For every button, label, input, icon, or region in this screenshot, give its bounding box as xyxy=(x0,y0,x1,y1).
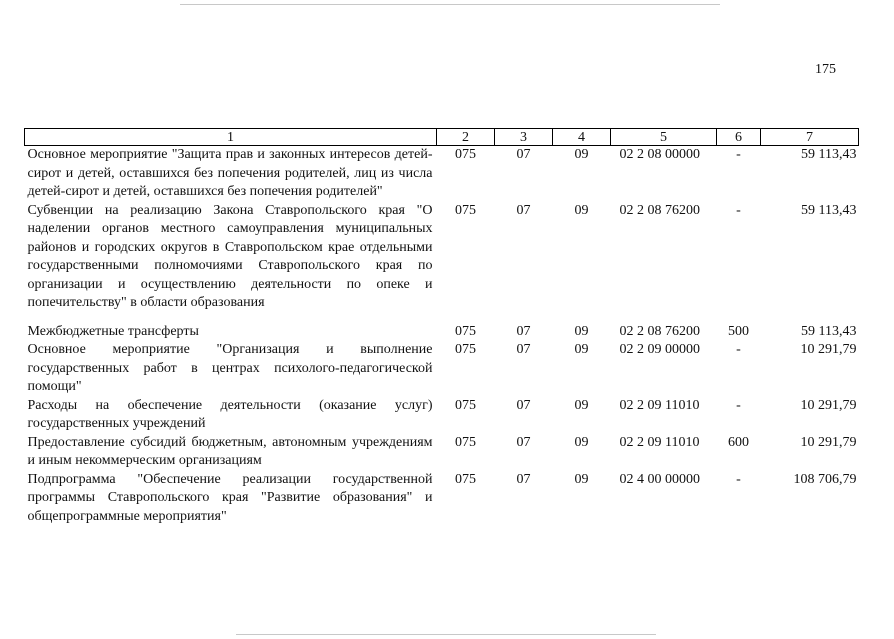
target-article-cell: 02 2 09 11010 xyxy=(619,434,700,450)
amount-cell: 59 113,43 xyxy=(801,147,857,162)
column-header: 5 xyxy=(611,129,717,146)
amount-cell: 10 291,79 xyxy=(800,397,857,413)
expense-type-cell: - xyxy=(736,342,741,357)
target-article-cell: 02 2 08 00000 xyxy=(619,147,700,162)
section-code-cell: 07 xyxy=(516,147,531,162)
expense-name-cell: Субвенции на реализацию Закона Ставропольского края "О наделении органов местного самоуправления муниципальных районов и городских округов в Ставропольском крае отдельными государственными полномочиями Ставропольского края по организации и осуществлению деятельности по опеке и попечительству" в области образования xyxy=(27,202,433,310)
subsection-code-cell: 09 xyxy=(574,471,589,487)
subsection-code-cell: 09 xyxy=(574,202,589,218)
expense-type-cell: - xyxy=(736,471,741,487)
scan-artifact-bottom xyxy=(236,634,656,635)
column-header: 1 xyxy=(25,129,437,146)
target-article-cell: 02 4 00 00000 xyxy=(619,471,700,487)
table-row xyxy=(25,471,859,527)
table-row xyxy=(25,146,859,202)
ministry-code-cell: 075 xyxy=(455,323,476,339)
expense-type-cell: - xyxy=(736,147,741,162)
expense-name-cell: Подпрограмма "Обеспечение реализации государственной программы Ставропольского края "Развитие образования" и общепрограммные мероприятия" xyxy=(27,471,433,524)
target-article-cell: 02 2 08 76200 xyxy=(619,202,700,218)
table-row xyxy=(25,341,859,397)
budget-table xyxy=(24,128,859,526)
column-header: 3 xyxy=(495,129,553,146)
section-code-cell: 07 xyxy=(516,323,531,339)
expense-type-cell: 500 xyxy=(728,323,749,339)
expense-name-cell: Предоставление субсидий бюджетным, автономным учреждениям и иным некоммерческим организациям xyxy=(27,434,433,468)
target-article-cell: 02 2 09 11010 xyxy=(619,397,700,413)
target-article-cell: 02 2 09 00000 xyxy=(619,342,700,357)
scan-artifact-top xyxy=(180,4,720,5)
ministry-code-cell: 075 xyxy=(455,397,476,413)
expense-name-cell: Основное мероприятие "Защита прав и законных интересов детей-сирот и детей, оставшихся без попечения родителей, лиц из числа детей-сирот и детей, оставшихся без попечения родителей" xyxy=(27,147,433,199)
amount-cell: 108 706,79 xyxy=(793,471,857,487)
subsection-code-cell: 09 xyxy=(574,342,589,357)
table-row xyxy=(25,397,859,434)
amount-cell: 10 291,79 xyxy=(800,342,857,357)
subsection-code-cell: 09 xyxy=(574,147,589,162)
ministry-code-cell: 075 xyxy=(455,471,476,487)
amount-cell: 59 113,43 xyxy=(801,202,857,218)
expense-type-cell: - xyxy=(736,202,741,218)
table-row xyxy=(25,434,859,471)
column-header: 4 xyxy=(553,129,611,146)
column-header: 2 xyxy=(437,129,495,146)
subsection-code-cell: 09 xyxy=(574,397,589,413)
ministry-code-cell: 075 xyxy=(455,147,476,162)
section-code-cell: 07 xyxy=(516,434,531,450)
column-number-row xyxy=(25,129,859,146)
ministry-code-cell: 075 xyxy=(455,202,476,218)
ministry-code-cell: 075 xyxy=(455,342,476,357)
amount-cell: 59 113,43 xyxy=(801,323,857,339)
target-article-cell: 02 2 08 76200 xyxy=(619,323,700,339)
section-code-cell: 07 xyxy=(516,397,531,413)
section-code-cell: 07 xyxy=(516,342,531,357)
page-number: 175 xyxy=(815,62,836,77)
column-header: 7 xyxy=(761,129,859,146)
expense-name-cell: Расходы на обеспечение деятельности (оказание услуг) государственных учреждений xyxy=(27,397,433,431)
section-code-cell: 07 xyxy=(516,202,531,218)
expense-type-cell: - xyxy=(736,397,741,413)
table-row xyxy=(25,202,859,323)
expense-name-cell: Основное мероприятие "Организация и выполнение государственных работ в центрах психолого-педагогической помощи" xyxy=(27,342,433,394)
subsection-code-cell: 09 xyxy=(574,323,589,339)
section-code-cell: 07 xyxy=(516,471,531,487)
expense-name-cell: Межбюджетные трансферты xyxy=(27,323,199,339)
amount-cell: 10 291,79 xyxy=(800,434,857,450)
expense-type-cell: 600 xyxy=(728,434,749,450)
column-header: 6 xyxy=(717,129,761,146)
subsection-code-cell: 09 xyxy=(574,434,589,450)
table-row xyxy=(25,323,859,342)
ministry-code-cell: 075 xyxy=(455,434,476,450)
